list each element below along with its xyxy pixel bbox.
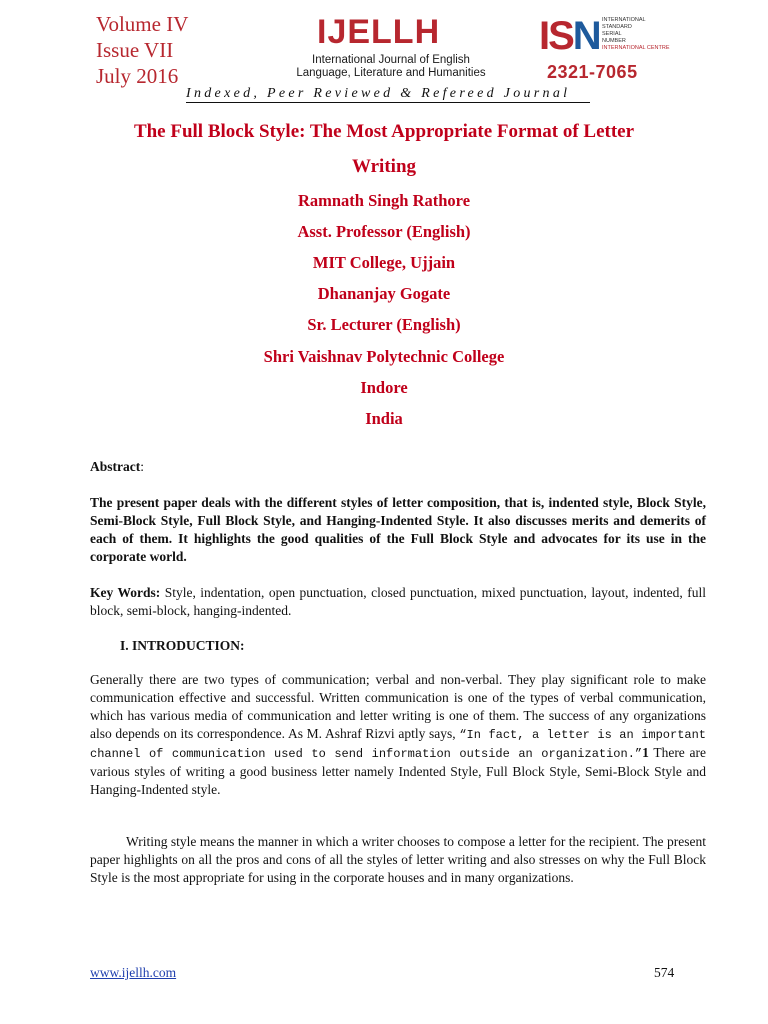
issn-logo [539,14,600,59]
author-line: India [365,409,403,428]
author-line: MIT College, Ujjain [312,253,456,272]
intro-text-part1: Generally there are two types of communication; verbal and non-verbal. They play significant role to make communication effective and successful. Written communication is one of the types of verbal communication, which has various media of communication and letter writing is one of them. The success of any organizations also depends on its correspondence. As M. Ashraf Rizvi aptly says, [90,672,706,741]
page-number: 574 [654,965,675,980]
issn-logo-right: N [572,14,600,58]
keywords-paragraph [90,584,706,620]
author-line: Sr. Lecturer (English) [307,315,461,334]
volume-label: Volume IV [96,12,189,36]
keywords-label: Key Words: [90,585,161,600]
intro-paragraph-1 [90,671,706,799]
journal-logo: IJELLH [317,13,441,51]
header-divider [186,102,590,103]
author-line: Shri Vaishnav Polytechnic College [263,347,505,366]
footnote-marker: 1 [642,745,649,760]
issue-label: Issue VII [96,38,174,62]
abstract-label: Abstract [90,459,141,474]
intro-text-part2: There are various styles of writing a good business letter namely Indented Style, Full Block Style, Semi-Block Style and Hanging-Indented style. [90,745,706,797]
issn-logo-word: INTERNATIONAL [602,17,646,23]
abstract-colon: : [140,459,145,474]
issn-number: 2321-7065 [547,62,638,82]
journal-website-link[interactable]: www.ijellh.com [90,965,177,980]
journal-full-name-line1: International Journal of English [312,54,470,66]
author-line: Ramnath Singh Rathore [297,191,471,210]
author-line: Dhananjay Gogate [317,284,451,303]
section-heading: I. INTRODUCTION: [120,638,245,653]
keywords-text: Style, indentation, open punctuation, closed punctuation, mixed punctuation, layout, indented, full block, semi-block, hanging-indented. [90,585,707,618]
author-line: Indore [360,378,408,397]
paper-title-line1: The Full Block Style: The Most Appropriate Format of Letter [133,121,635,142]
journal-full-name-line2: Language, Literature and Humanities [296,67,486,79]
issn-logo-word: SERIAL [602,31,622,37]
issn-logo-left: IS [539,14,573,58]
author-line: Asst. Professor (English) [297,222,471,241]
intro-paragraph-2: Writing style means the manner in which a writer chooses to compose a letter for the recipient. The present paper highlights on all the pros and cons of all the styles of letter writing and also stresses on why the Full Block Style is the most appropriate for using in the corporate houses and in many organizations. [90,834,706,885]
rizvi-quote: “In fact, a letter is an important channel of communication used to send information outside an organization.” [90,728,707,761]
issn-logo-word: INTERNATIONAL CENTRE [602,45,670,51]
paper-title-line2: Writing [351,156,417,177]
journal-tagline: Indexed, Peer Reviewed & Refereed Journal [186,86,571,101]
abstract-heading [90,458,706,476]
issn-logo-word: STANDARD [602,24,632,30]
date-label: July 2016 [96,64,179,88]
issn-logo-word: NUMBER [602,38,626,44]
issn-logo-words [602,17,670,52]
abstract-text: The present paper deals with the different styles of letter composition, that is, indented style, Block Style, Semi-Block Style, Full Block Style, and Hanging-Indented Style. It also discusses merits and demerits of each of them. It highlights the good qualities of the Full Block Style and advocates for its use in the corporate world. [90,495,706,564]
